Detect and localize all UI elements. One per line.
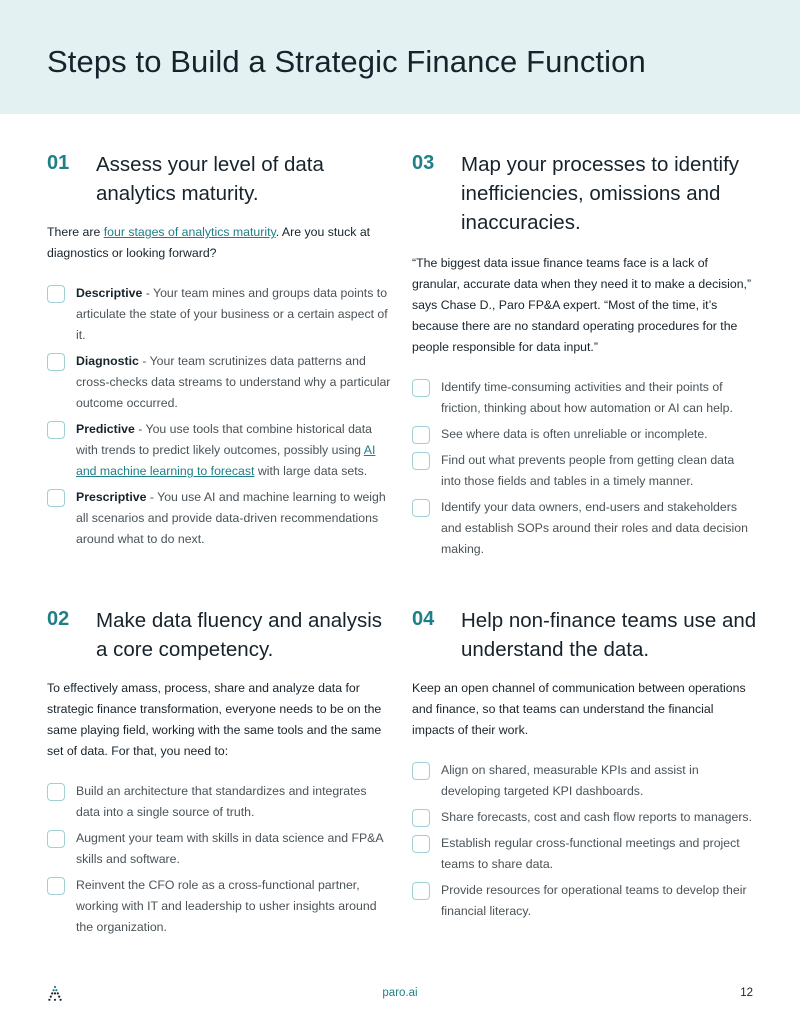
section-data-fluency bbox=[47, 606, 392, 943]
footer-url[interactable]: paro.ai bbox=[382, 987, 418, 999]
section-number: 01 bbox=[47, 152, 70, 174]
intro-text: There are bbox=[47, 225, 104, 239]
section-number: 03 bbox=[412, 152, 435, 174]
checkbox[interactable] bbox=[412, 499, 430, 517]
item-text: Identify your data owners, end-users and stakeholders and establish SOPs around their roles and data decision making. bbox=[441, 500, 748, 556]
checklist bbox=[47, 283, 392, 550]
analytics-maturity-link[interactable]: four stages of analytics maturity bbox=[103, 225, 276, 239]
checklist bbox=[412, 377, 757, 560]
checkbox[interactable] bbox=[47, 353, 65, 371]
checklist-item bbox=[47, 828, 392, 870]
checkbox[interactable] bbox=[47, 421, 65, 439]
section-intro: To effectively amass, process, share and analyze data for strategic finance transformation, everyone needs to be on the same playing field, working with the same tools and the same set of data. For that, you need to: bbox=[47, 681, 382, 758]
section-heading bbox=[47, 150, 392, 214]
checklist-item-predictive bbox=[47, 419, 392, 482]
page-title: Steps to Build a Strategic Finance Function bbox=[47, 44, 646, 79]
checkbox[interactable] bbox=[47, 830, 65, 848]
section-assess-maturity bbox=[47, 150, 392, 555]
checklist-item bbox=[412, 424, 757, 445]
item-text: Identify time-consuming activities and their points of friction, thinking about how automation or AI can help. bbox=[441, 380, 733, 415]
page-header bbox=[0, 0, 800, 114]
page-footer bbox=[0, 985, 800, 1007]
section-map-processes bbox=[412, 150, 757, 565]
checkbox[interactable] bbox=[412, 835, 430, 853]
item-text: Find out what prevents people from getting clean data into those fields and tables in a timely manner. bbox=[441, 453, 735, 488]
checklist-item bbox=[47, 875, 392, 938]
checkbox[interactable] bbox=[47, 783, 65, 801]
checkbox[interactable] bbox=[47, 285, 65, 303]
checklist-item bbox=[412, 377, 757, 419]
section-intro: Keep an open channel of communication between operations and finance, so that teams can understand the financial impacts of their work. bbox=[412, 681, 746, 737]
section-non-finance-teams bbox=[412, 606, 757, 927]
item-text: Share forecasts, cost and cash flow reports to managers. bbox=[441, 810, 752, 824]
checklist-item bbox=[47, 781, 392, 823]
checklist-item bbox=[412, 497, 757, 560]
item-text: Align on shared, measurable KPIs and assist in developing targeted KPI dashboards. bbox=[441, 763, 699, 798]
section-heading bbox=[412, 606, 757, 670]
section-intro: “The biggest data issue finance teams face is a lack of granular, accurate data when they need it to make a decision,” says Chase D., Paro FP&A expert. “Most of the time, it’s because there are no standard operating procedures for the people responsible for data input.” bbox=[412, 256, 752, 354]
section-intro bbox=[47, 222, 392, 264]
checklist-item-prescriptive bbox=[47, 487, 392, 550]
item-text: - Your team mines and groups data points to articulate the state of your business or a certain aspect of it. bbox=[76, 286, 388, 342]
item-text: See where data is often unreliable or incomplete. bbox=[441, 427, 708, 441]
item-text: - You use AI and machine learning to weigh all scenarios and provide data-driven recommendations around what to do next. bbox=[76, 490, 386, 546]
intro-text: . Are you stuck at diagnostics or looking forward? bbox=[47, 225, 371, 260]
checkbox[interactable] bbox=[412, 452, 430, 470]
checkbox[interactable] bbox=[412, 379, 430, 397]
item-text: Reinvent the CFO role as a cross-functional partner, working with IT and leadership to usher insights around the organization. bbox=[76, 878, 377, 934]
ai-forecast-link[interactable]: AI and machine learning to forecast bbox=[76, 443, 376, 478]
checklist bbox=[47, 781, 392, 938]
checklist-item-diagnostic bbox=[47, 351, 392, 414]
checklist bbox=[412, 760, 757, 922]
checklist-item bbox=[412, 833, 757, 875]
checkbox[interactable] bbox=[412, 809, 430, 827]
checkbox[interactable] bbox=[47, 489, 65, 507]
section-number: 04 bbox=[412, 608, 435, 630]
item-text: Establish regular cross-functional meetings and project teams to share data. bbox=[441, 836, 740, 871]
checkbox[interactable] bbox=[47, 877, 65, 895]
item-text: Build an architecture that standardizes and integrates data into a single source of truth. bbox=[76, 784, 367, 819]
item-term: Prescriptive bbox=[76, 490, 147, 504]
item-text: Provide resources for operational teams to develop their financial literacy. bbox=[441, 883, 747, 918]
checkbox[interactable] bbox=[412, 426, 430, 444]
section-heading bbox=[412, 150, 757, 245]
item-text: Augment your team with skills in data science and FP&A skills and software. bbox=[76, 831, 383, 866]
section-number: 02 bbox=[47, 608, 70, 630]
checkbox[interactable] bbox=[412, 882, 430, 900]
item-term: Descriptive bbox=[76, 286, 143, 300]
checklist-item bbox=[412, 807, 757, 828]
section-heading bbox=[47, 606, 392, 670]
checkbox[interactable] bbox=[412, 762, 430, 780]
section-title: Assess your level of data analytics maturity. bbox=[96, 153, 324, 205]
item-term: Diagnostic bbox=[76, 354, 139, 368]
item-text: - Your team scrutinizes data patterns and cross-checks data streams to understand why a particular outcome occurred. bbox=[76, 354, 391, 410]
checklist-item bbox=[412, 760, 757, 802]
checklist-item bbox=[412, 450, 757, 492]
section-title: Help non-finance teams use and understand the data. bbox=[461, 609, 757, 661]
section-title: Make data fluency and analysis a core competency. bbox=[96, 609, 383, 661]
page-number: 12 bbox=[740, 987, 753, 999]
item-term: Predictive bbox=[76, 422, 135, 436]
item-text: with large data sets. bbox=[254, 464, 368, 478]
section-title: Map your processes to identify inefficiencies, omissions and inaccuracies. bbox=[461, 153, 740, 234]
checklist-item-descriptive bbox=[47, 283, 392, 346]
checklist-item bbox=[412, 880, 757, 922]
item-text: - You use tools that combine historical data with trends to predict likely outcomes, possibly using bbox=[76, 422, 372, 457]
